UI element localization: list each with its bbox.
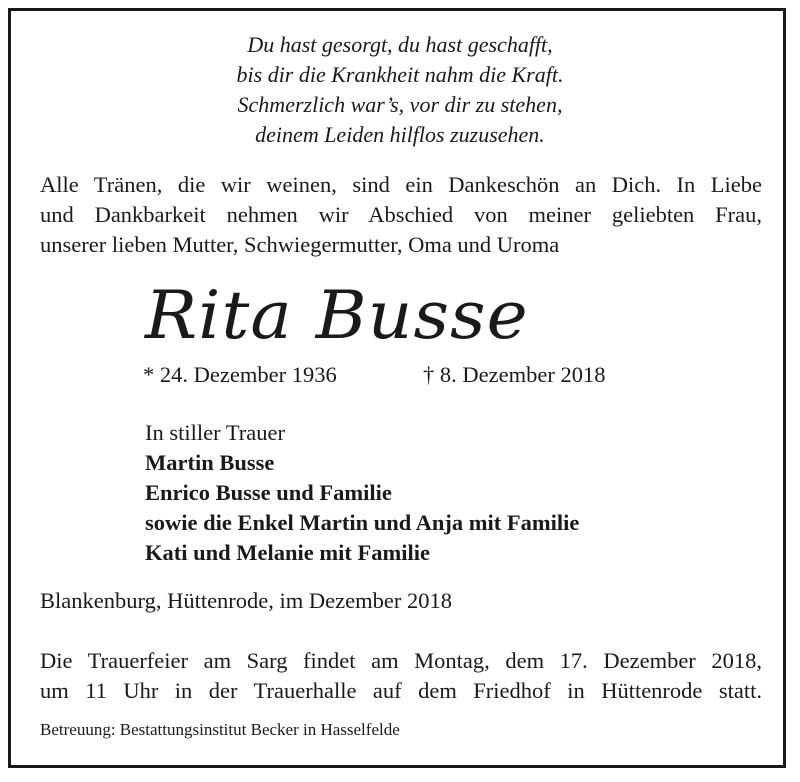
poem-line: Du hast gesorgt, du hast geschafft, [247,32,553,57]
birth-date: * 24. Dezember 1936 [143,362,337,387]
mourners-list [145,418,579,568]
intro-line: Alle Tränen, die wir weinen, sind ein Dankeschön an Dich. In Liebe [40,172,762,197]
poem-line: bis dir die Krankheit nahm die Kraft. [236,62,564,87]
death-date: † 8. Dezember 2018 [423,362,606,387]
ceremony-info [40,646,762,706]
funeral-home-credit: Betreuung: Bestattungsinstitut Becker in Hasselfelde [40,720,400,739]
deceased-name: Rita Busse [145,277,529,354]
mourner-name: sowie die Enkel Martin und Anja mit Familie [145,510,580,535]
poem [0,30,800,150]
intro-line: und Dankbarkeit nehmen wir Abschied von meiner geliebten Frau, [40,202,762,227]
intro-line: unserer lieben Mutter, Schwiegermutter, Oma und Uroma [40,232,560,257]
mourner-name: Enrico Busse und Familie [145,480,392,505]
mourners-heading: In stiller Trauer [145,420,285,445]
mourner-name: Kati und Melanie mit Familie [145,540,430,565]
intro-text [40,170,762,260]
poem-line: Schmerzlich war’s, vor dir zu stehen, [237,92,563,117]
place-date: Blankenburg, Hüttenrode, im Dezember 2018 [40,588,452,613]
ceremony-line: um 11 Uhr in der Trauerhalle auf dem Friedhof in Hüttenrode statt. [40,678,762,703]
poem-line: deinem Leiden hilflos zuzusehen. [255,122,545,147]
mourner-name: Martin Busse [145,450,275,475]
ceremony-line: Die Trauerfeier am Sarg findet am Montag, dem 17. Dezember 2018, [40,648,762,673]
